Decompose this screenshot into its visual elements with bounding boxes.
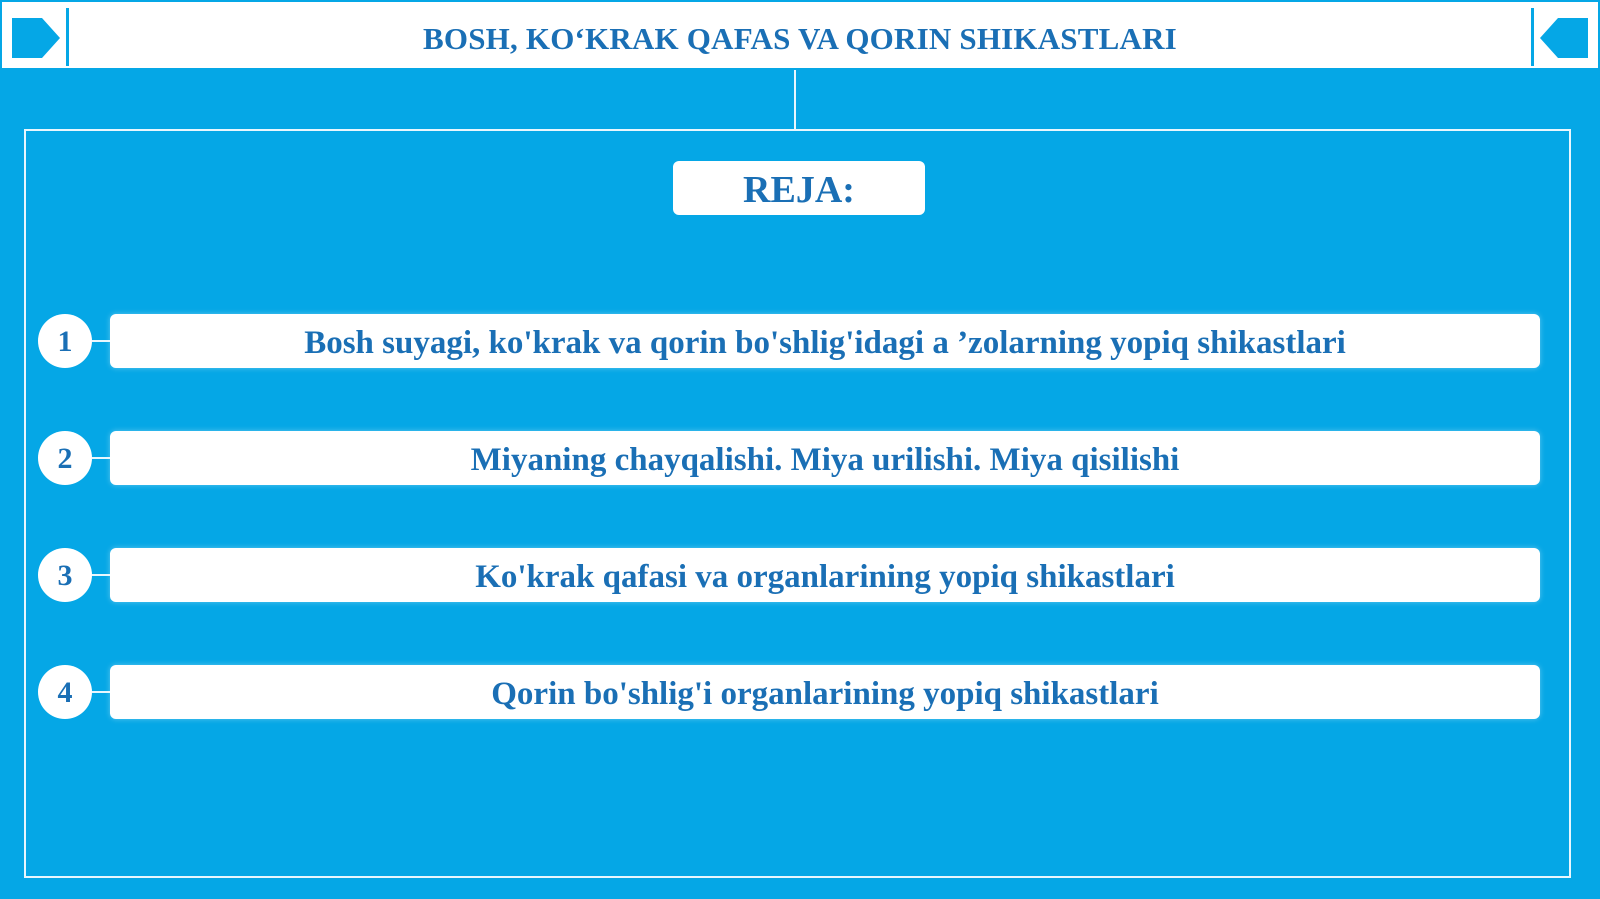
item-connector [92, 340, 110, 342]
plan-item-2[interactable] [36, 429, 1542, 487]
plan-item-1[interactable] [36, 312, 1542, 370]
item-number-badge: 1 [38, 314, 92, 368]
content-frame [24, 129, 1571, 878]
plan-item-text[interactable]: Ko'krak qafasi va organlarining yopiq shikastlari [110, 548, 1540, 602]
page-title: BOSH, KO‘KRAK QAFAS VA QORIN SHIKASTLARI [423, 21, 1177, 56]
header-bar [0, 0, 1600, 70]
plan-item-text[interactable]: Miyaning chayqalishi. Miya urilishi. Miya qisilishi [110, 431, 1540, 485]
plan-heading: REJA: [673, 161, 925, 215]
item-number-badge: 4 [38, 665, 92, 719]
plan-item-3[interactable] [36, 546, 1542, 604]
item-connector [92, 574, 110, 576]
plan-item-text[interactable]: Qorin bo'shlig'i organlarining yopiq shikastlari [110, 665, 1540, 719]
plan-item-4[interactable] [36, 663, 1542, 721]
header-divider-right [1531, 8, 1534, 66]
arrow-left-shape-icon[interactable] [1538, 16, 1588, 60]
item-connector [92, 457, 110, 459]
item-connector [92, 691, 110, 693]
item-number-badge: 3 [38, 548, 92, 602]
plan-item-text[interactable]: Bosh suyagi, ko'krak va qorin bo'shlig'idagi a ’zolarning yopiq shikastlari [110, 314, 1540, 368]
connector-line [794, 70, 796, 130]
item-number-badge: 2 [38, 431, 92, 485]
